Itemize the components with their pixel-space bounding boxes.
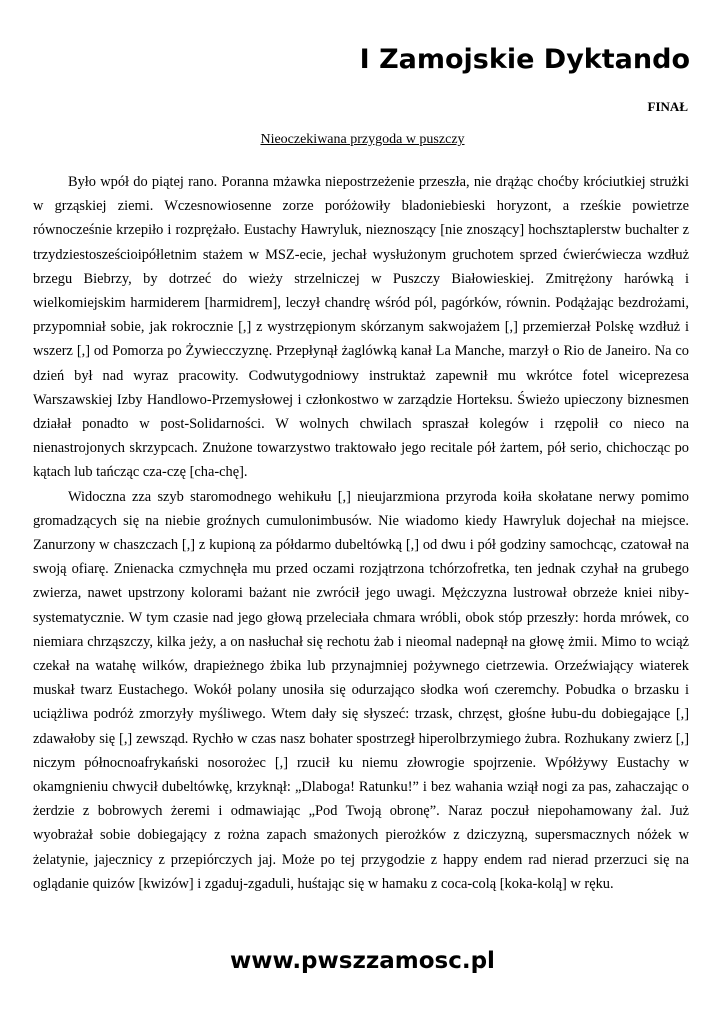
dictation-text bbox=[33, 170, 689, 896]
dictation-title: Nieoczekiwana przygoda w puszczy bbox=[260, 132, 465, 147]
footer-url: www.pwszzamosc.pl bbox=[230, 948, 495, 974]
paragraph-2: Widoczna zza szyb staromodnego wehikułu [,] nieujarzmiona przyroda koiła skołatane nerwy pomimo gromadzących się na niebie groźnych cumulonimbusów. Nie wiadomo kiedy Hawryluk dojechał na miejsce. Zanurzony w chaszczach [,] z kupioną za półdarmo dubeltówką [,] od dwu i pół godziny samochcąc, czatował na swoją ofiarę. Znienacka czmychnęła mu przed oczami rozjątrzona tchórzofretka, ten jednak czyhał na grubego zwierza, nawet upstrzony kolorami bażant nie zwrócił jego uwagi. Mężczyzna lustrował obrzeże kniei niby-systematycznie. W tym czasie nad jego głową przeleciała chmara wróbli, obok stóp przeszły: horda mrówek, co niemiara chrząszczy, kilka jeży, a on nasłuchał się rechotu żab i nieomal nadepnął na głowę żmii. Mimo to wciąż czekał na watahę wilków, drapieżnego żbika lub przynajmniej pożywnego cietrzewia. Orzeźwiający wiaterek muskał twarz Eustachego. Wokół polany unosiła się odurzająco słodka woń czeremchy. Pobudka o brzasku i uciążliwa podróż zmorzyły myśliwego. Wtem dały się słyszeć: trzask, chrzęst, głośne łubu-du dobiegające [,] zdawałoby się [,] zewsząd. Rychło w czas nasz bohater spostrzegł hiperolbrzymiego żubra. Rozhukany zwierz [,] niczym północnoafrykański nosorożec [,] rzucił ku niemu złowrogie spojrzenie. Wpółżywy Eustachy w okamgnieniu chwycił dubeltówkę, krzyknął: „Dlaboga! Ratunku!” i bez wahania wziął nogi za pas, zahaczając o żerdzie z bobrowych żeremi i odmawiając „Pod Twoją obronę”. Naraz poczuł niepohamowany żal. Już wyobrażał sobie dobiegający z rożna zapach smażonych pierożków z dziczyzną, supersmacznych nóżek w żelatynie, jajecznicy z przepiórczych jaj. Może po tej przygodzie z happy endem rad nierad przerzuci się na oglądanie quizów [kwizów] i zgaduj-zgaduli, huśtając się w hamaku z coca-colą [koka-kolą] w ręku. bbox=[33, 488, 689, 892]
paragraph-1: Było wpół do piątej rano. Poranna mżawka niepostrzeżenie przeszła, nie drążąc choćby króciutkiej strużki w grząskiej ziemi. Wczesnowiosenne zorze poróżowiły bladoniebieski horyzont, a rześkie powietrze równocześnie krzepiło i rozprężało. Eustachy Hawryluk, nieznoszący [nie znoszący] hochsztaplerstw buchalter z trzydziestosześcioipółletnim stażem w MSZ-ecie, jechał wysłużonym gruchotem sprzed ćwierćwiecza wzdłuż brzegu Biebrzy, by dotrzeć do wieży strzelniczej w Puszczy Białowieskiej. Zmitrężony harówką i wielkomiejskim harmiderem [harmidrem], leczył chandrę wśród pól, pagórków, równin. Podążając bezdrożami, przypomniał sobie, jak rokrocznie [,] z wystrzępionym skórzanym sakwojażem [,] przemierzał Polskę wzdłuż i wszerz [,] od Pomorza po Żywiecczyznę. Przepłynął żaglówką kanał La Manche, marzył o Rio de Janeiro. Na co dzień był nad wyraz pracowity. Codwutygodniowy instruktaż zapewnił mu wkrótce fotel wiceprezesa Warszawskiej Izby Handlowo-Przemysłowej i członkostwo w zarządzie Horteksu. Świeżo upieczony biznesmen działał ponadto w post-Solidarności. W wolnych chwilach spraszał kolegów i rzępolił co nieco na nienastrojonych skrzypcach. Znużone towarzystwo traktowało jego recitale pół żartem, pół serio, chichocząc po kątach lub tańcząc cza-czę [cha-chę]. bbox=[33, 174, 689, 481]
stage-label: FINAŁ bbox=[647, 99, 688, 114]
page-title: I Zamojskie Dyktando bbox=[359, 44, 690, 75]
